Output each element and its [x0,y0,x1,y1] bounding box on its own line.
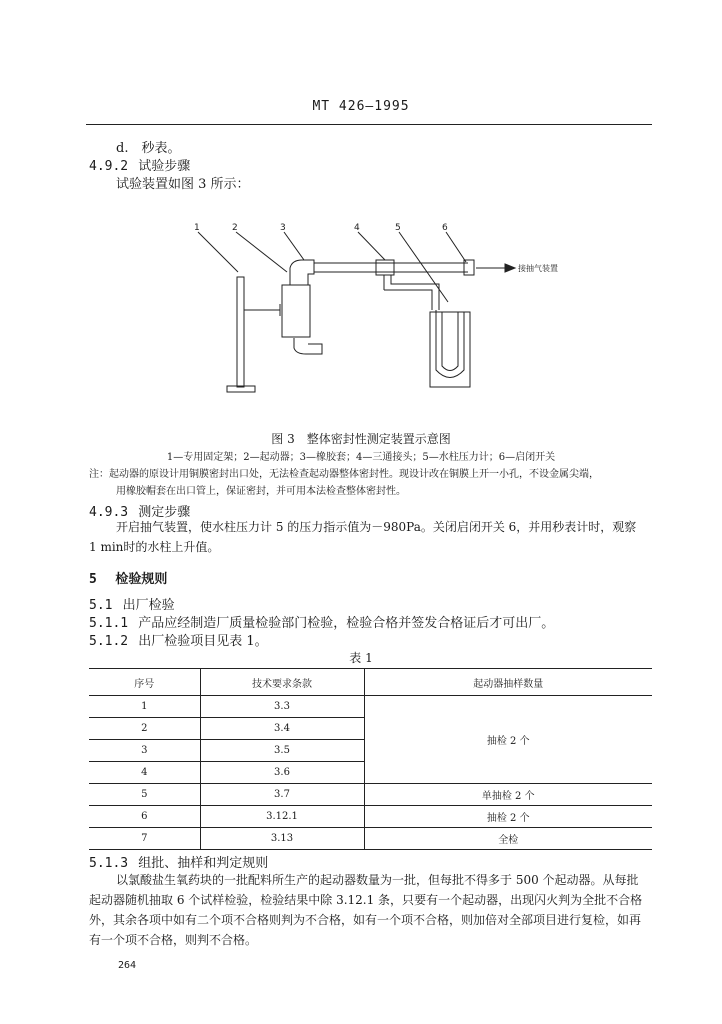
section-title: 检验规则 [115,572,168,587]
manometer-u-tube [436,310,464,378]
table-row [89,784,652,806]
table-row [89,806,652,828]
section-5-1-3-heading [89,852,268,871]
section-4-9-3-line-1: 开启抽气装置，使水柱压力计 5 的压力指示值为－980Pa。关闭启闭开关 6，并用秒表计时，观察 [116,520,637,534]
stand-post [237,277,244,387]
section-5-1-3-line-3: 外，其余各项中如有二个项不合格则判为不合格，如有一个项不合格，则加倍对全部项目进行复检，如再 [89,913,642,927]
tee-branch-c [384,290,432,310]
section-title: 测定步骤 [138,505,191,520]
section-title: 试验步骤 [138,159,191,174]
table-header-cell: 起动器抽样数量 [364,669,652,696]
table-header-row [89,669,652,696]
section-title: 组批、抽样和判定规则 [138,856,269,871]
arrow-head [505,264,515,272]
table-row [89,828,652,850]
starter-outlet [294,338,322,354]
section-4-9-3-line-2: 1 min时的水柱上升值。 [89,540,220,554]
section-number: 4.9.3 [89,505,129,520]
table-cell: 2 [89,718,200,740]
rubber-sleeve [290,260,314,285]
arrow-label: 接抽气装置 [518,264,558,273]
figure-label-3: 3 [280,223,286,233]
table-cell: 6 [89,806,200,828]
table-cell: 3.7 [200,784,364,806]
leader-line-5 [399,232,448,302]
item-d: d. 秒表。 [116,141,181,156]
table-cell: 抽检 2 个 [364,806,652,828]
section-5-1-2 [89,630,268,649]
table-title: 表 1 [349,651,373,665]
figure-caption: 图 3 整体密封性测定装置示意图 [271,432,451,446]
table-merged-cell: 抽检 2 个 [364,696,652,784]
section-5-heading [89,568,167,587]
table-cell: 3.4 [200,718,364,740]
table-header-cell: 序号 [89,669,200,696]
section-number: 5 [89,572,97,587]
section-number: 4.9.2 [89,159,129,174]
standard-header: MT 426—1995 [312,99,410,114]
figure-label-5: 5 [395,223,401,233]
table-cell: 3.12.1 [200,806,364,828]
section-number: 5.1.2 [89,634,129,649]
figure-note-line-1: 注：起动器的原设计用铜膜密封出口处，无法检查起动器整体密封性。现设计改在铜膜上开一小孔，不设金属尖端， [89,469,599,480]
figure-label-4: 4 [354,223,360,233]
section-5-1-heading [89,594,175,613]
on-off-switch [464,260,474,275]
table-cell: 3.5 [200,740,364,762]
table-cell: 3.6 [200,762,364,784]
table-cell: 3.13 [200,828,364,850]
table-cell: 7 [89,828,200,850]
figure-note-line-2: 用橡胶帽套在出口管上，保证密封，并可用本法检查整体密封性。 [116,486,406,497]
table-cell: 4 [89,762,200,784]
figure-legend: 1—专用固定架；2—起动器；3—橡胶套；4—三通接头；5—水柱压力计；6—启闭开关 [166,452,556,463]
section-number: 5.1 [89,598,113,613]
manometer-u-tube-inner [442,312,458,371]
section-title: 出厂检验 [122,598,175,613]
section-text: 产品应经制造厂质量检验部门检验，检验合格并签发合格证后才可出厂。 [138,616,555,631]
inspection-table [89,668,652,850]
figure-3-diagram [180,220,600,420]
page-number: 264 [118,960,137,971]
leader-line-3 [284,232,304,260]
section-number: 5.1.1 [89,616,129,631]
table-cell: 单抽检 2 个 [364,784,652,806]
tee-joint [376,260,394,275]
table-row [89,696,652,718]
leader-line-6 [446,232,466,262]
section-5-1-3-line-4: 有一个项不合格，则判不合格。 [89,933,258,947]
starter-body [282,285,310,337]
leader-line-1 [198,232,238,272]
leader-line-4 [358,232,385,260]
table-cell: 1 [89,696,200,718]
table-cell: 3 [89,740,200,762]
section-text: 出厂检验项目见表 1。 [138,634,268,649]
figure-label-6: 6 [442,223,448,233]
table-cell: 3.3 [200,696,364,718]
figure-label-1: 1 [194,223,200,233]
section-number: 5.1.3 [89,856,129,871]
section-5-1-3-line-1: 以氯酸盐生氧药块的一批配料所生产的起动器数量为一批，但每批不得多于 500 个起动器。从每批 [116,873,639,887]
table-cell: 全检 [364,828,652,850]
figure-label-2: 2 [232,223,238,233]
section-5-1-3-line-2: 起动器随机抽取 6 个试样检验，检验结果中除 3.12.1 条，只要有一个起动器，出现闪火判为全批不合格 [89,893,643,907]
leader-line-2 [236,232,287,272]
table-cell: 5 [89,784,200,806]
table-header-cell: 技术要求条款 [200,669,364,696]
section-5-1-1 [89,612,554,631]
section-4-9-2-heading [89,155,190,174]
header-rule [86,124,652,125]
section-4-9-2-text: 试验装置如图 3 所示： [116,177,250,192]
